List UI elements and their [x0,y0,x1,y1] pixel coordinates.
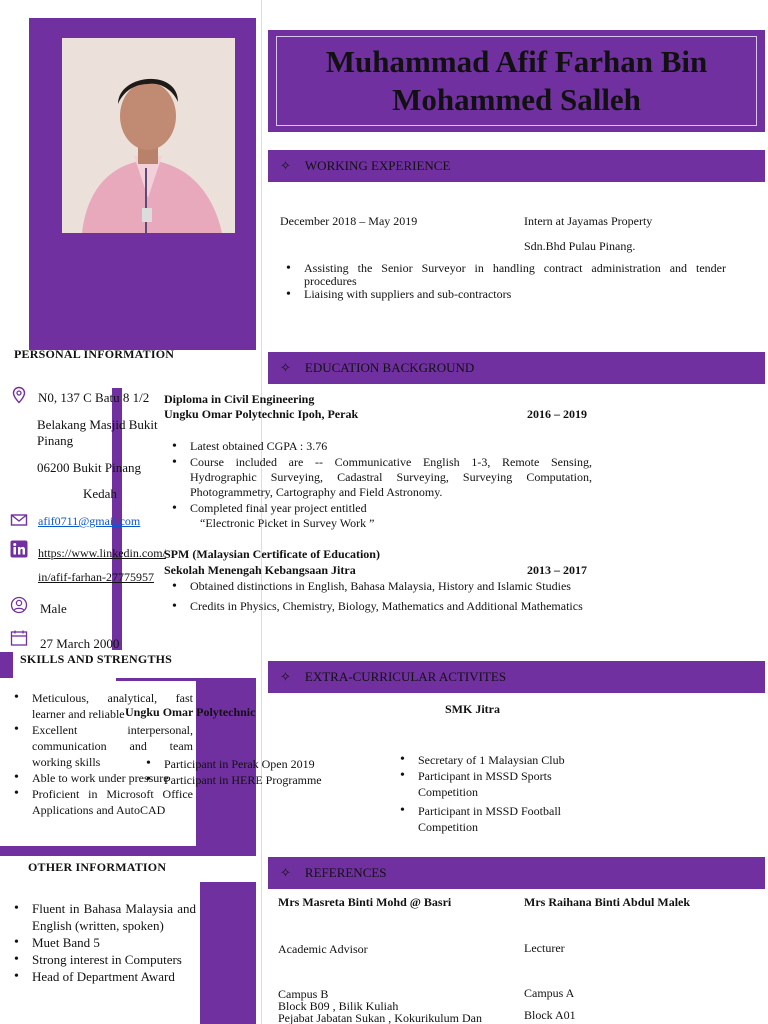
diamond-icon: ✧ [280,865,291,880]
edu1-bullets [166,439,592,516]
extra-col2-item: • Participant in MSSD Football Competition [394,803,594,835]
work-role-line-2: Sdn.Bhd Pulau Pinang. [524,239,636,253]
other-info-heading: OTHER INFORMATION [28,860,167,874]
edu2-title: SPM (Malaysian Certificate of Education) [164,547,380,561]
dob-clip [40,636,130,650]
extra-curricular-header [268,661,765,693]
other-item: • Head of Department Award [8,968,196,985]
section-title: WORKING EXPERIENCE [304,158,451,173]
extra-col1-item: • Participant in Perak Open 2019 [140,756,360,772]
edu2-years: 2013 – 2017 [527,563,587,577]
edu1-years: 2016 – 2019 [527,407,587,421]
skill-item: • Excellent interpersonal, communication and team working skills [8,722,193,770]
other-item: • Muet Band 5 [8,934,196,951]
other-item: • Strong interest in Computers [8,951,196,968]
skills-heading-band-edge [0,652,13,678]
work-bullets-clip [280,262,730,304]
ref1-role: Academic Advisor [278,942,368,956]
diamond-icon: ✧ [280,669,291,684]
profile-photo [62,38,235,233]
skill-item: • Able to work under pressure [8,770,193,786]
working-experience-header [268,150,765,182]
name-header [268,30,765,132]
section-title: EDUCATION BACKGROUND [304,360,475,375]
email-link[interactable]: afif0711@gmail.com [38,514,141,528]
name-frame [276,36,757,126]
address-line-5: Kedah [83,486,117,501]
person-portrait-icon [62,38,235,233]
other-info-list [8,900,196,985]
section-title: REFERENCES [304,865,387,880]
references-header [268,857,765,889]
extra-col1-item: • Participant in HERE Programme [140,772,360,788]
ref1-name: Mrs Masreta Binti Mohd @ Basri [278,895,452,909]
calendar-icon [10,629,28,647]
linkedin-icon [10,540,28,558]
extra-col1-list [140,756,360,788]
edu1-school: Ungku Omar Polytechnic Ipoh, Perak [164,407,359,421]
ref2-name: Mrs Raihana Binti Abdul Malek [524,895,691,909]
address-line-4: 06200 Bukit Pinang [37,460,142,475]
user-icon [10,596,28,614]
location-pin-icon [10,386,28,404]
extra-col2-item: • Participant in MSSD Sports Competition [394,768,594,800]
work-date: December 2018 – May 2019 [280,214,418,228]
skills-top-accent [116,678,196,681]
work-bullet: • Liaising with suppliers and sub-contractors [280,288,726,301]
extra-col2-title: SMK Jitra [445,702,500,716]
address-line-1: N0, 137 C Batu 8 1/2 [38,390,150,405]
edu1-bullet: • Completed final year project entitled [166,501,592,516]
ref1-addr-3: Pejabat Jabatan Sukan , Kokurikulum Dan [278,1011,482,1024]
ref2-role: Lecturer [524,941,565,955]
linkedin-link-line-2[interactable]: in/afif-farhan-27775957 [38,570,154,584]
envelope-icon [10,511,28,529]
work-bullet: • Assisting the Senior Surveyor in handling contract administration and tender procedures [280,262,726,288]
work-bullets [280,262,726,301]
address-line-3: Pinang [37,433,74,448]
dob-text: 27 March 2000 [40,636,120,650]
ref2-addr-1: Campus A [524,986,575,1000]
ref1-addr-1: Campus B [278,987,329,1001]
linkedin-link-line-1[interactable]: https://www.linkedin.com/ [38,546,166,560]
work-role-line-1: Intern at Jayamas Property [524,214,653,228]
ref2-addr-2: Block A01 [524,1008,576,1022]
skill-item: • Meticulous, analytical, fast learner and reliable [8,690,193,722]
edu1-project: “Electronic Picket in Survey Work ” [200,516,375,530]
ref1-addr-2: Block B09 , Bilik Kuliah [278,999,399,1013]
skill-item: • Proficient in Microsoft Office Applications and AutoCAD [8,786,193,818]
other-item: • Fluent in Bahasa Malaysia and English (written, spoken) [8,900,196,934]
edu1-title: Diploma in Civil Engineering [164,392,315,406]
full-name: Muhammad Afif Farhan Bin Mohammed Salleh [325,44,708,117]
edu2-bullets [166,579,592,614]
skills-heading: SKILLS AND STRENGTHS [20,652,173,666]
edu1-bullet: • Latest obtained CGPA : 3.76 [166,439,592,454]
diamond-icon: ✧ [280,360,291,375]
diamond-icon: ✧ [280,158,291,173]
education-header [268,352,765,384]
extra-col2-item: • Secretary of 1 Malaysian Club [394,752,594,768]
edu1-bullet: • Course included are -- Communicative English 1-3, Remote Sensing, Hydrographic Surveying, Cadastral Surveying, Surveying Computation, Photogrammetry, Cartography and Field Astronomy. [166,455,592,500]
gender-text: Male [40,601,67,616]
personal-info-heading: PERSONAL INFORMATION [14,347,175,361]
extra-col2-list [394,752,594,835]
section-title: EXTRA-CURRICULAR ACTIVITES [304,669,507,684]
edu2-bullet: • Obtained distinctions in English, Bahasa Malaysia, History and Islamic Studies [166,579,592,594]
extra-col1-title: Ungku Omar Polytechnic [125,705,256,719]
edu2-bullet: • Credits in Physics, Chemistry, Biology, Mathematics and Additional Mathematics [166,599,592,614]
address-line-2: Belakang Masjid Bukit [37,417,158,432]
edu2-school: Sekolah Menengah Kebangsaan Jitra [164,563,356,577]
